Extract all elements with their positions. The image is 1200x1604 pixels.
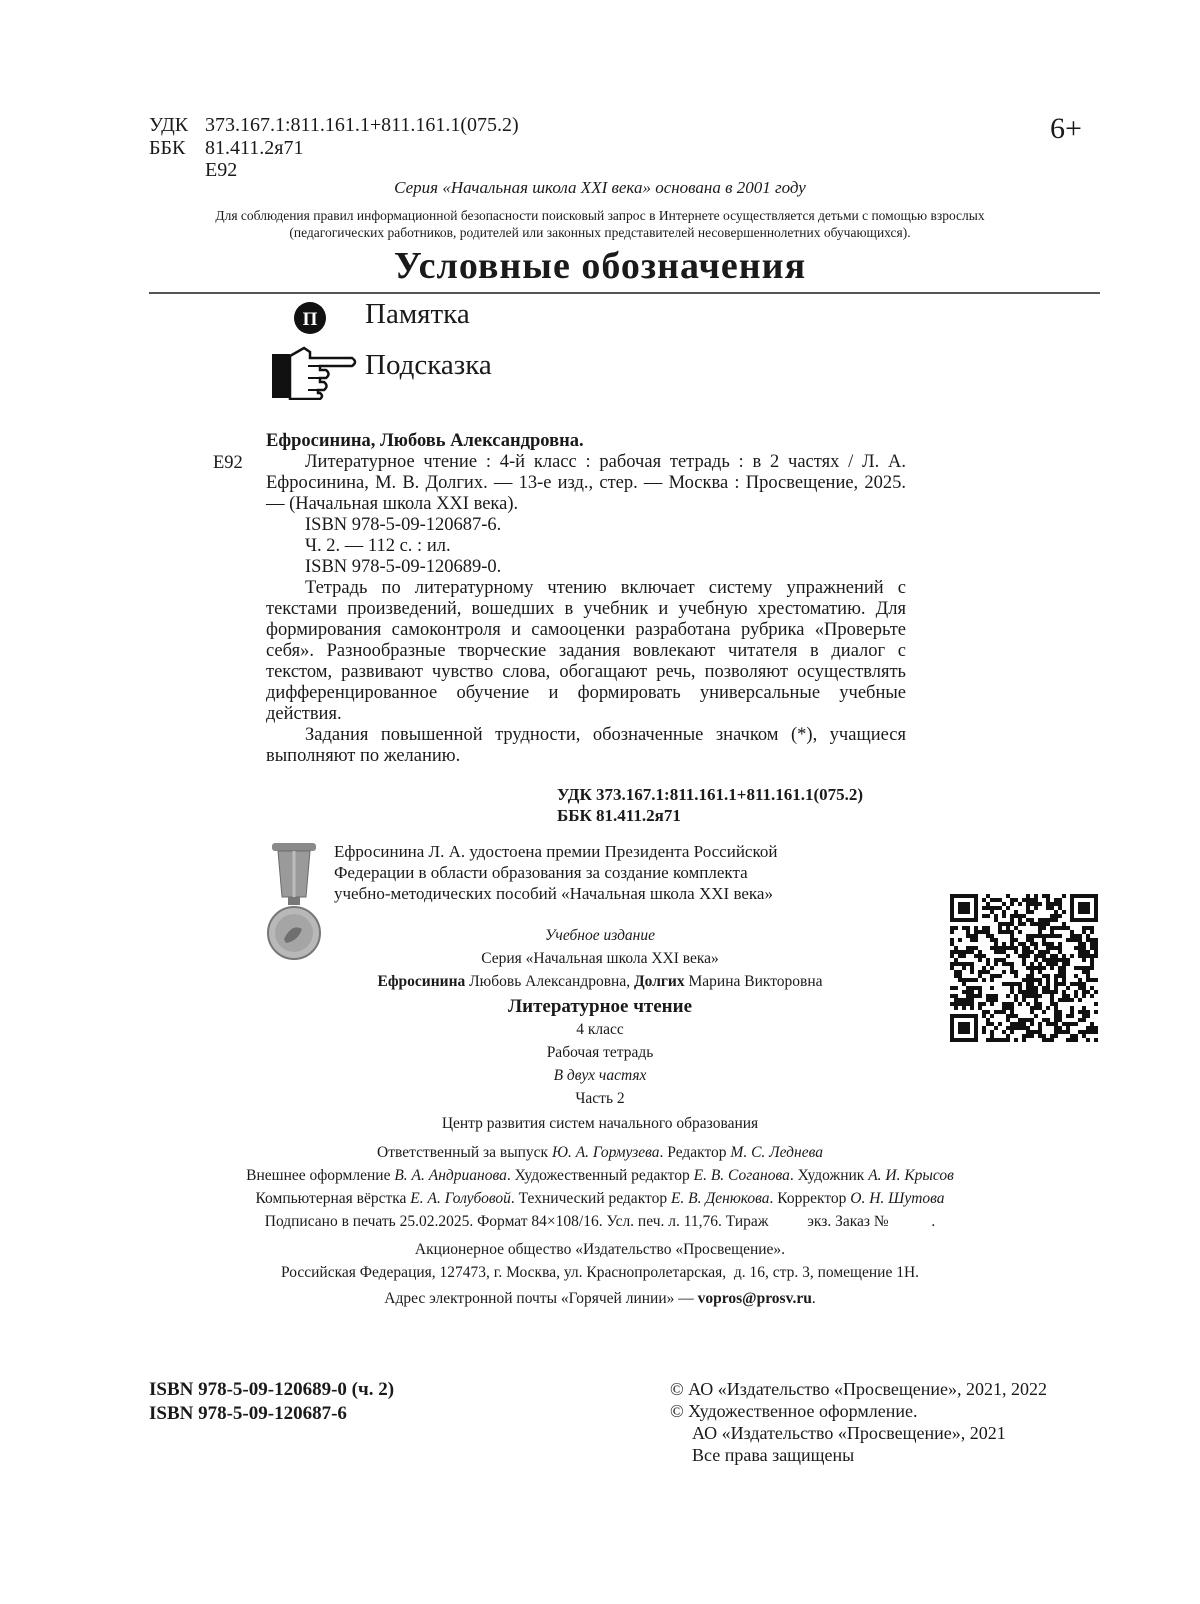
udk-label: УДК — [149, 114, 189, 136]
copyright-line-4: Все права защищены — [692, 1445, 855, 1465]
memo-circle-icon — [293, 301, 327, 335]
resp-name: Ю. А. Гормузева — [551, 1144, 660, 1161]
editor-label: . Редактор — [659, 1144, 727, 1161]
award-text — [334, 841, 777, 904]
bbk-label: ББК — [149, 137, 186, 159]
resp-label: Ответственный за выпуск — [377, 1144, 549, 1161]
imprint-part: Часть 2 — [575, 1090, 625, 1107]
bib-bbk: ББК 81.411.2я71 — [557, 806, 681, 825]
udk-header — [149, 114, 519, 137]
artist-name: А. И. Крысов — [868, 1167, 954, 1184]
pointing-hand-icon — [270, 342, 358, 400]
artist-label: . Художник — [789, 1167, 865, 1184]
copyright-line-2: © Художественное оформление. — [670, 1401, 918, 1421]
safety-note-line-2: (педагогических работников, родителей или законных представителей несовершеннолетних обучающихся). — [289, 225, 911, 240]
bib-isbn-set: ISBN 978-5-09-120687-6. — [305, 515, 502, 535]
footer-isbn-set: ISBN 978-5-09-120687-6 — [149, 1403, 347, 1424]
award-line-2: Федерации в области образования за создание комплекта — [334, 863, 748, 882]
bib-udk: УДК 373.167.1:811.161.1+811.161.1(075.2) — [557, 785, 864, 804]
author2-last: Долгих — [633, 973, 685, 990]
credits-line-3 — [0, 1187, 1200, 1210]
tech-editor-label: . Технический редактор — [510, 1190, 668, 1207]
imprint-authors — [0, 970, 1200, 993]
age-rating: 6+ — [1050, 112, 1082, 145]
bibliographic-record — [266, 431, 906, 767]
art-editor-label: . Художественный редактор — [506, 1167, 690, 1184]
author1-last: Ефросинина — [377, 973, 466, 990]
imprint-center: Центр развития систем начального образования — [441, 1115, 759, 1132]
series-note: Серия «Начальная школа XXI века» основана в 2001 году — [394, 178, 806, 197]
legend-title: Условные обозначения — [393, 245, 807, 287]
hotline-email — [0, 1287, 1200, 1310]
print-line: Подписано в печать 25.02.2025. Формат 84×108/16. Усл. печ. л. 11,76. Тираж экз. Заказ № . — [264, 1213, 936, 1230]
author2-rest: Марина Викторовна — [688, 973, 823, 990]
proofreader-label: . Корректор — [769, 1190, 847, 1207]
tech-editor-name: Е. В. Денюкова — [670, 1190, 770, 1207]
footer-isbn-part: ISBN 978-5-09-120689-0 (ч. 2) — [149, 1379, 395, 1400]
layout-label: Компьютерная вёрстка — [255, 1190, 407, 1207]
email-link[interactable]: vopros@prosv.ru — [697, 1290, 812, 1307]
imprint-title: Литературное чтение — [507, 996, 693, 1017]
bib-description: Литературное чтение : 4-й класс : рабочая тетрадь : в 2 частях / Л. А. Ефросинина, М. В. Долгих. — 13-е изд., стер. — Москва : Просвещение, 2025. — (Начальная школа XXI века). — [266, 452, 906, 514]
design-name: В. А. Андрианова — [394, 1167, 507, 1184]
imprint — [0, 924, 1200, 1135]
credits-line-2 — [0, 1164, 1200, 1187]
legend-label-hint: Подсказка — [365, 349, 492, 381]
bib-annotation-2: Задания повышенной трудности, обозначенные значком (*), учащиеся выполняют по желанию. — [266, 725, 906, 766]
copyright-block — [670, 1378, 1047, 1466]
edition-type: Учебное издание — [545, 927, 655, 944]
bbk-value: 81.411.2я71 — [205, 137, 304, 159]
email-label: Адрес электронной почты «Горячей линии» — — [384, 1290, 698, 1307]
legend-label-memo: Памятка — [365, 298, 470, 330]
publisher-address: Российская Федерация, 127473, г. Москва, ул. Краснопролетарская, д. 16, стр. 3, помещение 1Н. — [280, 1264, 920, 1281]
copyright-line-3: АО «Издательство «Просвещение», 2021 — [692, 1423, 1006, 1443]
imprint-kind: Рабочая тетрадь — [546, 1044, 654, 1061]
proofreader-name: О. Н. Шутова — [850, 1190, 945, 1207]
imprint-grade: 4 класс — [576, 1021, 624, 1038]
udk-value: 373.167.1:811.161.1+811.161.1(075.2) — [205, 114, 519, 136]
safety-note-line-1: Для соблюдения правил информационной безопасности поисковый запрос в Интернете осуществляется детьми с помощью взрослых — [215, 208, 985, 223]
bib-author-mark: Е92 — [213, 453, 243, 473]
layout-name: Е. А. Голубовой — [410, 1190, 511, 1207]
bib-annotation: Тетрадь по литературному чтению включает систему упражнений с текстами произведений, вошедших в учебник и учебную хрестоматию. Для формирования самоконтроля и самооценки разработана рубрика «Проверьте себя». Разнообразные творческие задания вовлекают читателя в диалог с текстом, развивают чувство слова, обогащают речь, позволяют осуществлять дифференцированное обучение и формировать универсальные учебные действия. — [266, 578, 906, 724]
art-editor-name: Е. В. Соганова — [693, 1167, 790, 1184]
credits-line-1 — [0, 1141, 1200, 1164]
credits — [0, 1141, 1200, 1310]
bib-isbn-part: ISBN 978-5-09-120689-0. — [305, 557, 502, 577]
author1-rest: Любовь Александровна, — [469, 973, 631, 990]
editor-name: М. С. Леднева — [730, 1144, 823, 1161]
safety-note — [0, 207, 1200, 241]
email-end: . — [811, 1290, 816, 1307]
legend-divider — [149, 292, 1100, 294]
bbk-header — [149, 137, 303, 160]
award-line-1: Ефросинина Л. А. удостоена премии Президента Российской — [334, 842, 778, 861]
author-mark-header: Е92 — [205, 159, 238, 181]
memo-icon-letter: П — [302, 309, 318, 330]
publisher: Акционерное общество «Издательство «Просвещение». — [414, 1241, 786, 1258]
imprint-parts: В двух частях — [553, 1067, 647, 1084]
bib-author: Ефросинина, Любовь Александровна. — [266, 431, 584, 451]
imprint-series: Серия «Начальная школа XXI века» — [481, 950, 719, 967]
bib-part: Ч. 2. — 112 с. : ил. — [305, 536, 451, 556]
footer-isbn — [149, 1378, 394, 1426]
copyright-line-1: © АО «Издательство «Просвещение», 2021, 2022 — [670, 1379, 1047, 1399]
award-line-3: учебно-методических пособий «Начальная школа XXI века» — [334, 884, 773, 903]
design-label: Внешнее оформление — [246, 1167, 391, 1184]
